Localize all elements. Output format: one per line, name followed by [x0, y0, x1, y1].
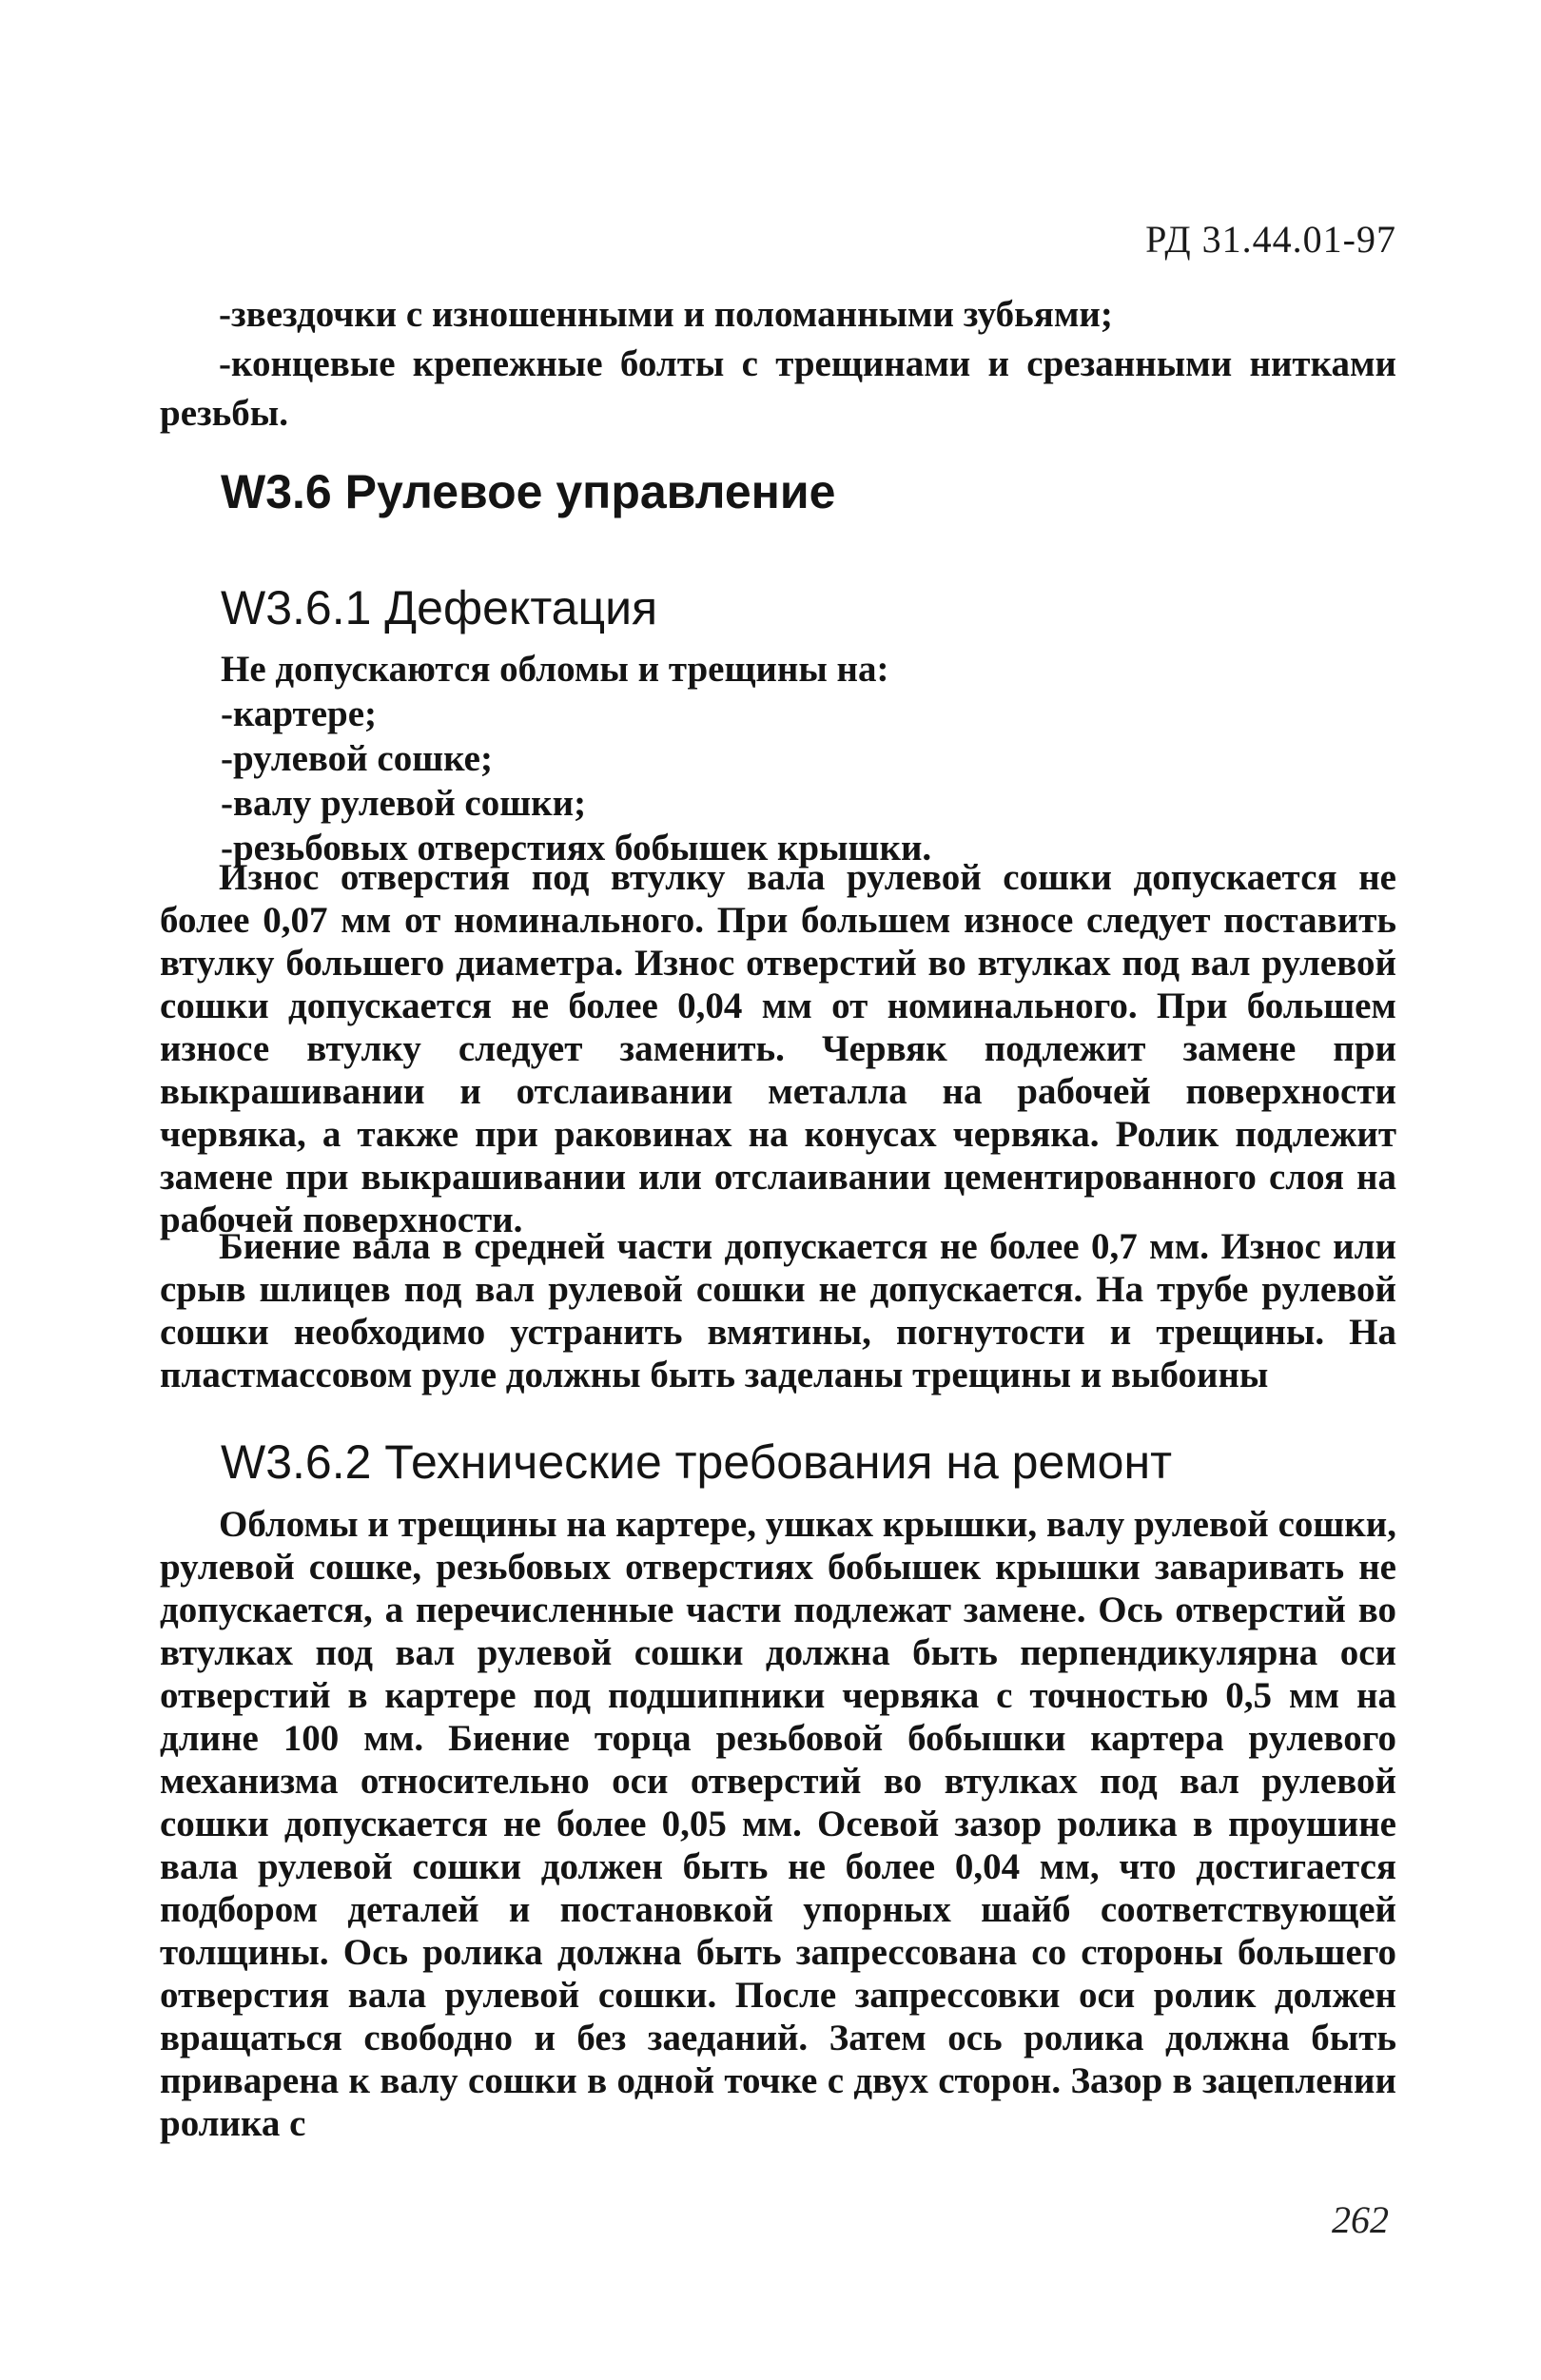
paragraph-shaft-runout: Биение вала в средней части допускается не более 0,7 мм. Износ или срыв шлицев под вал рулевой сошки не допускается. На трубе рулевой сошки необходимо устранить вмятины, погнутости и трещины. На пластмассовом руле должны быть заделаны трещины и выбоины — [160, 1226, 1396, 1395]
section-title: W3.6 Рулевое управление — [221, 465, 836, 518]
intro-list — [160, 290, 1396, 439]
page-number: 262 — [1332, 2198, 1389, 2241]
defect-list-intro: Не допускаются обломы и трещины на: — [221, 649, 889, 690]
defect-list-item: -рулевой сошке; — [221, 738, 493, 779]
subsection-title-repair-requirements: W3.6.2 Технические требования на ремонт — [221, 1435, 1172, 1489]
defect-list-item: -картере; — [221, 693, 377, 734]
intro-line-sprockets: -звездочки с изношенными и поломанными зубьями; — [219, 294, 1113, 335]
paragraph-repair-requirements: Обломы и трещины на картере, ушках крышки, валу рулевой сошки, рулевой сошке, резьбовых отверстиях бобышек крышки заваривать не допускается, а перечисленные части подлежат замене. Ось отверстий во втулках под вал рулевой сошки должна быть перпендикулярна оси отверстий в картере под подшипники червяка с точностью 0,5 мм на длине 100 мм. Биение торца резьбовой бобышки картера рулевого механизма относительно оси отверстий во втулках под вал рулевой сошки допускается не более 0,05 мм. Осевой зазор ролика в проушине вала рулевой сошки должен быть не более 0,04 мм, что достигается подбором деталей и постановкой упорных шайб соответствующей толщины. Ось ролика должна быть запрессована со стороны большего отверстия вала рулевой сошки. После запрессовки оси ролик должен вращаться свободно и без заеданий. Затем ось ролика должна быть приварена к валу сошки в одной точке с двух сторон. Зазор в зацеплении ролика с — [160, 1504, 1396, 2144]
paragraph-wear-limits: Износ отверстия под втулку вала рулевой сошки допускается не более 0,07 мм от номинального. При большем износе следует поставить втулку большего диаметра. Износ отверстий во втулках под вал рулевой сошки допускается не более 0,04 мм от номинального. При большем износе втулку следует заменить. Червяк подлежит замене при выкрашивании и отслаивании металла на рабочей поверхности червяка, а также при раковинах на конусах червяка. Ролик подлежит замене при выкрашивании или отслаивании цементированного слоя на рабочей поверхности. — [160, 857, 1396, 1240]
defect-list-item: -валу рулевой сошки; — [221, 783, 587, 824]
defect-list-item: -резьбовых отверстиях бобышек крышки. — [221, 828, 932, 868]
defect-list — [221, 647, 931, 870]
intro-line-bolts: -концевые крепежные болты с трещинами и срезанными нитками резьбы. — [160, 343, 1396, 434]
subsection-title-defects: W3.6.1 Дефектация — [221, 581, 658, 634]
document-code: РД 31.44.01-97 — [1145, 218, 1396, 261]
